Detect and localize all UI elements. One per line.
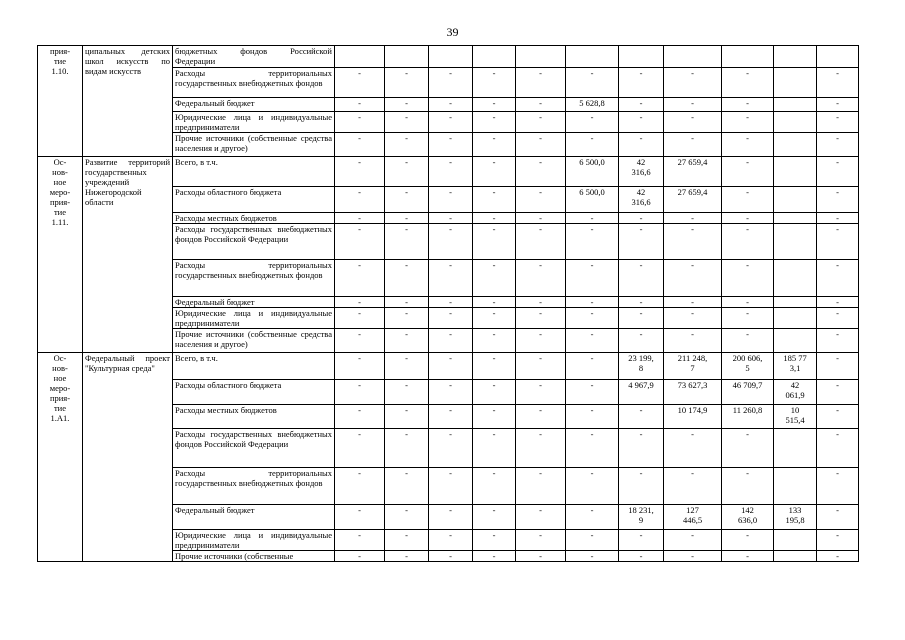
funding-source: Расходы территориальных государственных внебюджетных фондов: [173, 260, 335, 297]
value-cell: -: [817, 157, 859, 187]
value-cell: -: [385, 429, 429, 468]
value-cell: -: [817, 112, 859, 133]
value-cell: -: [619, 551, 664, 562]
funding-source: Расходы областного бюджета: [173, 380, 335, 405]
funding-source: Расходы территориальных государственных внебюджетных фондов: [173, 68, 335, 98]
funding-source: Юридические лица и индивидуальные предприниматели: [173, 308, 335, 329]
value-cell: -: [335, 260, 385, 297]
value-cell: -: [722, 133, 774, 157]
funding-source: Расходы территориальных государственных внебюджетных фондов: [173, 468, 335, 505]
value-cell: -: [429, 224, 473, 260]
value-cell: 46 709,7: [722, 380, 774, 405]
value-cell: [722, 46, 774, 68]
value-cell: -: [817, 260, 859, 297]
value-cell: -: [473, 224, 516, 260]
funding-source: Прочие источники (собственные средства населения и другое): [173, 133, 335, 157]
value-cell: -: [566, 112, 619, 133]
value-cell: -: [516, 68, 566, 98]
budget-table: [37, 45, 859, 562]
value-cell: -: [817, 308, 859, 329]
value-cell: [664, 46, 722, 68]
value-cell: [774, 308, 817, 329]
value-cell: -: [473, 297, 516, 308]
value-cell: -: [335, 405, 385, 429]
value-cell: 10 174,9: [664, 405, 722, 429]
value-cell: -: [429, 353, 473, 380]
value-cell: 23 199, 8: [619, 353, 664, 380]
value-cell: -: [516, 380, 566, 405]
value-cell: -: [516, 405, 566, 429]
value-cell: -: [335, 68, 385, 98]
value-cell: -: [335, 429, 385, 468]
value-cell: [385, 46, 429, 68]
value-cell: -: [385, 157, 429, 187]
value-cell: -: [335, 468, 385, 505]
value-cell: -: [429, 551, 473, 562]
value-cell: [619, 46, 664, 68]
value-cell: -: [619, 405, 664, 429]
value-cell: 27 659,4: [664, 157, 722, 187]
value-cell: -: [473, 112, 516, 133]
value-cell: -: [566, 468, 619, 505]
funding-source: Расходы государственных внебюджетных фондов Российской Федерации: [173, 429, 335, 468]
value-cell: [774, 260, 817, 297]
value-cell: -: [516, 530, 566, 551]
value-cell: -: [664, 551, 722, 562]
value-cell: -: [473, 68, 516, 98]
value-cell: [774, 213, 817, 224]
value-cell: 142 636,0: [722, 505, 774, 530]
value-cell: 4 967,9: [619, 380, 664, 405]
value-cell: 42 061,9: [774, 380, 817, 405]
value-cell: -: [619, 260, 664, 297]
value-cell: -: [817, 551, 859, 562]
value-cell: [774, 429, 817, 468]
value-cell: [774, 46, 817, 68]
value-cell: -: [817, 468, 859, 505]
funding-source: Федеральный бюджет: [173, 98, 335, 112]
value-cell: -: [664, 308, 722, 329]
funding-source: Федеральный бюджет: [173, 297, 335, 308]
value-cell: -: [722, 213, 774, 224]
funding-source: Прочие источники (собственные средства населения и другое): [173, 329, 335, 353]
value-cell: -: [566, 405, 619, 429]
value-cell: -: [817, 405, 859, 429]
value-cell: -: [664, 329, 722, 353]
value-cell: -: [817, 429, 859, 468]
value-cell: -: [473, 260, 516, 297]
value-cell: [774, 98, 817, 112]
value-cell: -: [429, 297, 473, 308]
value-cell: -: [429, 405, 473, 429]
value-cell: -: [566, 213, 619, 224]
value-cell: 73 627,3: [664, 380, 722, 405]
value-cell: [774, 133, 817, 157]
value-cell: -: [473, 530, 516, 551]
value-cell: 10 515,4: [774, 405, 817, 429]
value-cell: -: [817, 530, 859, 551]
value-cell: -: [429, 329, 473, 353]
value-cell: 200 606, 5: [722, 353, 774, 380]
value-cell: [774, 187, 817, 213]
measure-label: прия- тие 1.10.: [38, 46, 83, 157]
value-cell: [774, 157, 817, 187]
value-cell: -: [566, 297, 619, 308]
value-cell: 127 446,5: [664, 505, 722, 530]
value-cell: -: [385, 68, 429, 98]
value-cell: -: [335, 505, 385, 530]
value-cell: -: [429, 213, 473, 224]
value-cell: -: [619, 98, 664, 112]
value-cell: -: [566, 308, 619, 329]
value-cell: -: [385, 297, 429, 308]
value-cell: -: [473, 187, 516, 213]
value-cell: -: [722, 260, 774, 297]
value-cell: -: [335, 98, 385, 112]
value-cell: -: [335, 213, 385, 224]
value-cell: -: [429, 112, 473, 133]
value-cell: [774, 329, 817, 353]
value-cell: [774, 551, 817, 562]
funding-source: Расходы местных бюджетов: [173, 213, 335, 224]
value-cell: -: [722, 112, 774, 133]
value-cell: -: [473, 353, 516, 380]
funding-source: Расходы областного бюджета: [173, 187, 335, 213]
value-cell: -: [566, 429, 619, 468]
value-cell: 5 628,8: [566, 98, 619, 112]
value-cell: -: [429, 187, 473, 213]
value-cell: -: [335, 297, 385, 308]
value-cell: -: [473, 157, 516, 187]
value-cell: -: [566, 224, 619, 260]
value-cell: [774, 530, 817, 551]
value-cell: -: [516, 429, 566, 468]
value-cell: -: [473, 380, 516, 405]
value-cell: -: [516, 505, 566, 530]
value-cell: -: [817, 68, 859, 98]
funding-source: Прочие источники (собственные: [173, 551, 335, 562]
value-cell: -: [385, 530, 429, 551]
funding-source: бюджетных фондов Российской Федерации: [173, 46, 335, 68]
measure-name: Развитие территорий государственных учреждений Нижегородской области: [83, 157, 173, 353]
value-cell: -: [566, 530, 619, 551]
value-cell: -: [566, 380, 619, 405]
value-cell: -: [335, 380, 385, 405]
value-cell: -: [516, 551, 566, 562]
measure-name: ципальных детских школ искусств по видам искусств: [83, 46, 173, 157]
value-cell: -: [817, 505, 859, 530]
value-cell: -: [619, 468, 664, 505]
value-cell: -: [664, 260, 722, 297]
value-cell: -: [385, 505, 429, 530]
measure-label: Ос- нов- ное меро- прия- тие 1.А1.: [38, 353, 83, 562]
value-cell: [473, 46, 516, 68]
value-cell: -: [722, 308, 774, 329]
measure-name: Федеральный проект "Культурная среда": [83, 353, 173, 562]
value-cell: -: [817, 380, 859, 405]
value-cell: -: [664, 133, 722, 157]
value-cell: -: [817, 329, 859, 353]
value-cell: -: [516, 133, 566, 157]
value-cell: -: [619, 68, 664, 98]
value-cell: -: [385, 353, 429, 380]
value-cell: -: [722, 68, 774, 98]
value-cell: -: [473, 468, 516, 505]
value-cell: -: [385, 380, 429, 405]
funding-source: Юридические лица и индивидуальные предприниматели: [173, 530, 335, 551]
value-cell: 42 316,6: [619, 157, 664, 187]
value-cell: -: [619, 530, 664, 551]
value-cell: -: [817, 133, 859, 157]
value-cell: -: [722, 297, 774, 308]
value-cell: -: [473, 329, 516, 353]
value-cell: -: [429, 98, 473, 112]
value-cell: -: [429, 68, 473, 98]
table-row: [38, 46, 859, 68]
value-cell: -: [817, 224, 859, 260]
value-cell: -: [429, 429, 473, 468]
value-cell: -: [335, 112, 385, 133]
value-cell: -: [516, 329, 566, 353]
value-cell: [429, 46, 473, 68]
value-cell: -: [566, 551, 619, 562]
value-cell: -: [722, 224, 774, 260]
value-cell: -: [385, 551, 429, 562]
value-cell: -: [385, 98, 429, 112]
value-cell: -: [516, 308, 566, 329]
value-cell: -: [722, 468, 774, 505]
value-cell: -: [335, 530, 385, 551]
value-cell: -: [335, 308, 385, 329]
value-cell: -: [619, 112, 664, 133]
measure-label: Ос- нов- ное меро- прия- тие 1.11.: [38, 157, 83, 353]
value-cell: -: [473, 405, 516, 429]
value-cell: -: [619, 224, 664, 260]
funding-source: Всего, в т.ч.: [173, 353, 335, 380]
value-cell: -: [473, 213, 516, 224]
value-cell: -: [473, 551, 516, 562]
value-cell: -: [516, 260, 566, 297]
value-cell: -: [516, 297, 566, 308]
value-cell: -: [817, 353, 859, 380]
value-cell: -: [722, 551, 774, 562]
value-cell: -: [516, 213, 566, 224]
value-cell: -: [516, 468, 566, 505]
value-cell: -: [385, 187, 429, 213]
value-cell: -: [516, 187, 566, 213]
value-cell: 185 77 3,1: [774, 353, 817, 380]
value-cell: -: [385, 308, 429, 329]
value-cell: -: [664, 224, 722, 260]
value-cell: -: [619, 213, 664, 224]
value-cell: [774, 224, 817, 260]
value-cell: -: [664, 429, 722, 468]
value-cell: -: [566, 505, 619, 530]
value-cell: -: [385, 133, 429, 157]
value-cell: -: [722, 329, 774, 353]
value-cell: -: [473, 308, 516, 329]
value-cell: -: [664, 530, 722, 551]
value-cell: -: [664, 297, 722, 308]
value-cell: -: [664, 98, 722, 112]
value-cell: -: [429, 468, 473, 505]
value-cell: -: [619, 329, 664, 353]
value-cell: -: [566, 68, 619, 98]
value-cell: -: [664, 68, 722, 98]
value-cell: [774, 297, 817, 308]
value-cell: -: [516, 112, 566, 133]
value-cell: -: [619, 429, 664, 468]
value-cell: [774, 468, 817, 505]
table-row: [38, 353, 859, 380]
value-cell: -: [335, 187, 385, 213]
value-cell: -: [335, 551, 385, 562]
value-cell: -: [429, 133, 473, 157]
value-cell: -: [429, 157, 473, 187]
value-cell: -: [335, 224, 385, 260]
value-cell: -: [817, 187, 859, 213]
value-cell: -: [664, 468, 722, 505]
value-cell: 42 316,6: [619, 187, 664, 213]
value-cell: -: [473, 133, 516, 157]
value-cell: [516, 46, 566, 68]
value-cell: -: [385, 260, 429, 297]
value-cell: -: [722, 187, 774, 213]
value-cell: -: [335, 329, 385, 353]
value-cell: -: [664, 213, 722, 224]
value-cell: -: [516, 98, 566, 112]
value-cell: -: [335, 133, 385, 157]
funding-source: Расходы государственных внебюджетных фондов Российской Федерации: [173, 224, 335, 260]
value-cell: -: [566, 260, 619, 297]
value-cell: 27 659,4: [664, 187, 722, 213]
funding-source: Всего, в т.ч.: [173, 157, 335, 187]
value-cell: -: [566, 329, 619, 353]
value-cell: [566, 46, 619, 68]
value-cell: 6 500,0: [566, 187, 619, 213]
value-cell: [335, 46, 385, 68]
value-cell: -: [817, 297, 859, 308]
value-cell: -: [566, 133, 619, 157]
value-cell: -: [566, 353, 619, 380]
value-cell: -: [722, 157, 774, 187]
value-cell: 11 260,8: [722, 405, 774, 429]
value-cell: -: [722, 429, 774, 468]
value-cell: [817, 46, 859, 68]
value-cell: -: [385, 112, 429, 133]
value-cell: 6 500,0: [566, 157, 619, 187]
value-cell: [774, 112, 817, 133]
value-cell: -: [817, 98, 859, 112]
value-cell: -: [722, 98, 774, 112]
value-cell: [774, 68, 817, 98]
value-cell: -: [385, 405, 429, 429]
funding-source: Юридические лица и индивидуальные предприниматели: [173, 112, 335, 133]
value-cell: -: [817, 213, 859, 224]
funding-source: Федеральный бюджет: [173, 505, 335, 530]
value-cell: -: [473, 505, 516, 530]
value-cell: -: [429, 530, 473, 551]
value-cell: -: [664, 112, 722, 133]
funding-source: Расходы местных бюджетов: [173, 405, 335, 429]
value-cell: -: [385, 329, 429, 353]
value-cell: 211 248, 7: [664, 353, 722, 380]
value-cell: -: [429, 380, 473, 405]
value-cell: -: [516, 353, 566, 380]
value-cell: -: [722, 530, 774, 551]
value-cell: -: [335, 157, 385, 187]
value-cell: -: [385, 213, 429, 224]
value-cell: -: [335, 353, 385, 380]
value-cell: -: [619, 297, 664, 308]
value-cell: -: [429, 260, 473, 297]
table-row: [38, 157, 859, 187]
value-cell: -: [385, 224, 429, 260]
value-cell: -: [429, 505, 473, 530]
value-cell: 133 195,8: [774, 505, 817, 530]
value-cell: -: [473, 98, 516, 112]
value-cell: -: [385, 468, 429, 505]
value-cell: -: [516, 224, 566, 260]
value-cell: -: [516, 157, 566, 187]
value-cell: -: [619, 308, 664, 329]
value-cell: -: [429, 308, 473, 329]
value-cell: 18 231, 9: [619, 505, 664, 530]
value-cell: -: [619, 133, 664, 157]
page-number: 39: [446, 25, 459, 39]
value-cell: -: [473, 429, 516, 468]
